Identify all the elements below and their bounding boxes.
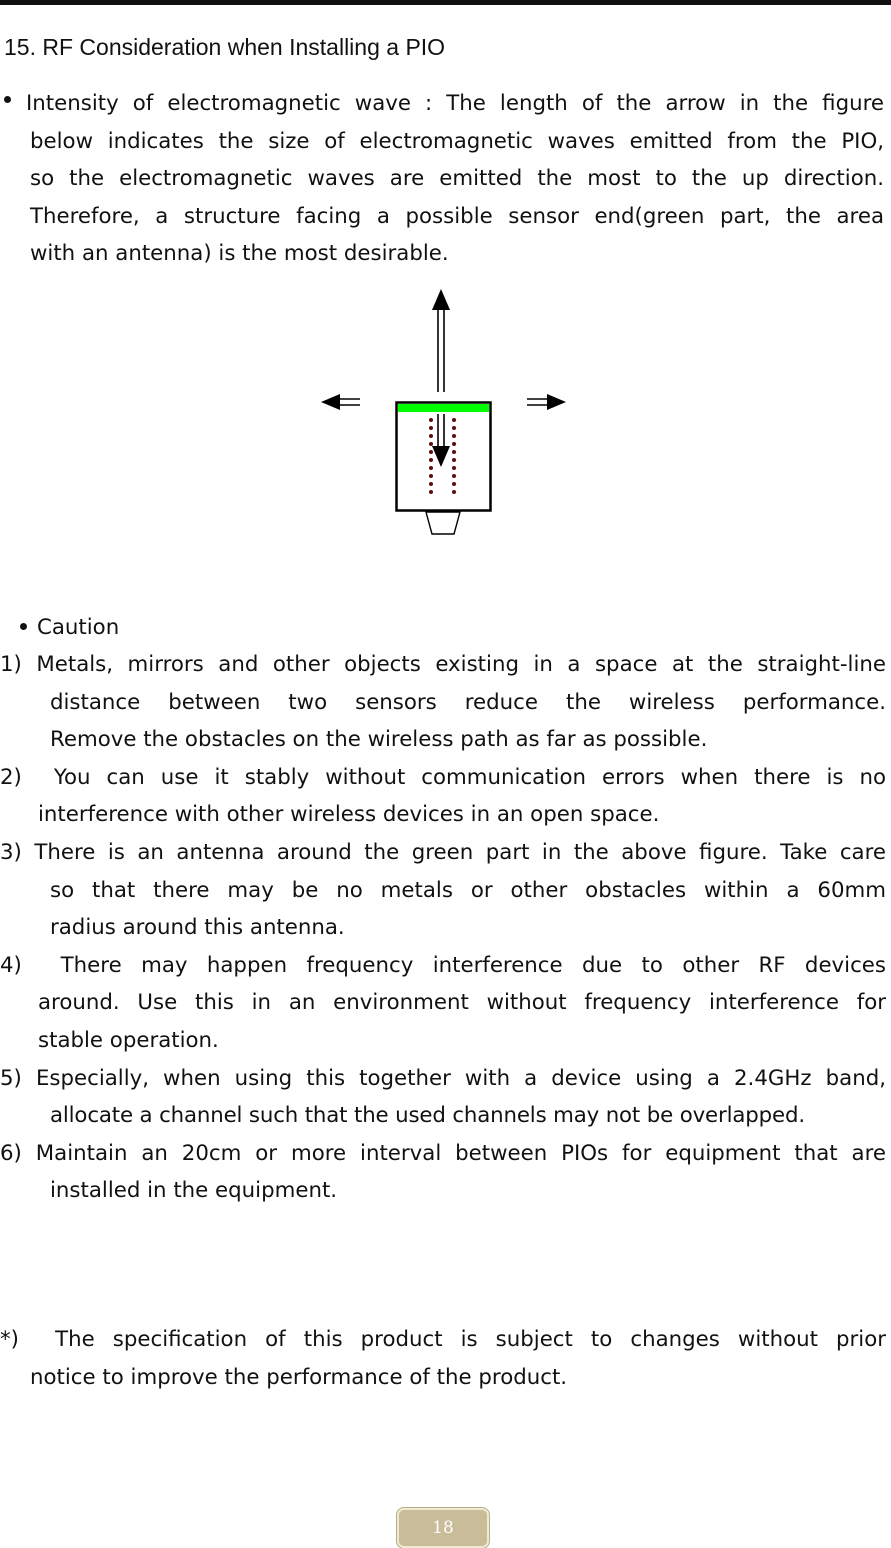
- arrow-left-icon: [321, 394, 360, 410]
- caution-list: [0, 646, 886, 1210]
- sensor-end-green: [398, 404, 489, 412]
- bullet-icon: [20, 623, 27, 630]
- intensity-paragraph: [26, 85, 884, 273]
- emission-diagram: [0, 280, 891, 570]
- intensity-line: Therefore, a structure facing a possible sensor end(green part, the area: [30, 203, 884, 229]
- caution-item: 2) You can use it stably without communication errors when there is no interference with other wireless devices in an open space.: [0, 764, 886, 828]
- section-title: 15. RF Consideration when Installing a PIO: [4, 34, 446, 60]
- arrow-up-icon: [432, 289, 450, 392]
- caution-heading: Caution: [37, 615, 120, 640]
- caution-item: 3) There is an antenna around the green part in the above figure. Take care so that there may be no metals or other obstacles within a 60mm radius around this antenna.: [0, 839, 886, 941]
- caution-item: 1) Metals, mirrors and other objects existing in a space at the straight-line distance between two sensors reduce the wireless performance. Remove the obstacles on the wireless path as far as possible.: [0, 652, 886, 753]
- specification-note: *) The specification of this product is subject to changes without prior notice to improve the performance of the product.: [0, 1327, 886, 1390]
- caution-item: 4) There may happen frequency interference due to other RF devices around. Use this in an environment without frequency interference for stable operation.: [0, 952, 886, 1053]
- page-number: 18: [397, 1508, 489, 1548]
- top-rule: [0, 0, 891, 5]
- intensity-line: below indicates the size of electromagnetic waves emitted from the PIO,: [30, 128, 884, 154]
- intensity-line: Intensity of electromagnetic wave : The length of the arrow in the figure: [26, 91, 884, 116]
- caution-item: 6) Maintain an 20cm or more interval between PIOs for equipment that are installed in the equipment.: [0, 1140, 886, 1204]
- intensity-line: so the electromagnetic waves are emitted the most to the up direction.: [30, 166, 884, 191]
- caution-item: 5) Especially, when using this together with a device using a 2.4GHz band, allocate a channel such that the used channels may not be overlapped.: [0, 1065, 886, 1129]
- intensity-line: with an antenna) is the most desirable.: [30, 241, 449, 266]
- arrow-right-icon: [527, 394, 566, 410]
